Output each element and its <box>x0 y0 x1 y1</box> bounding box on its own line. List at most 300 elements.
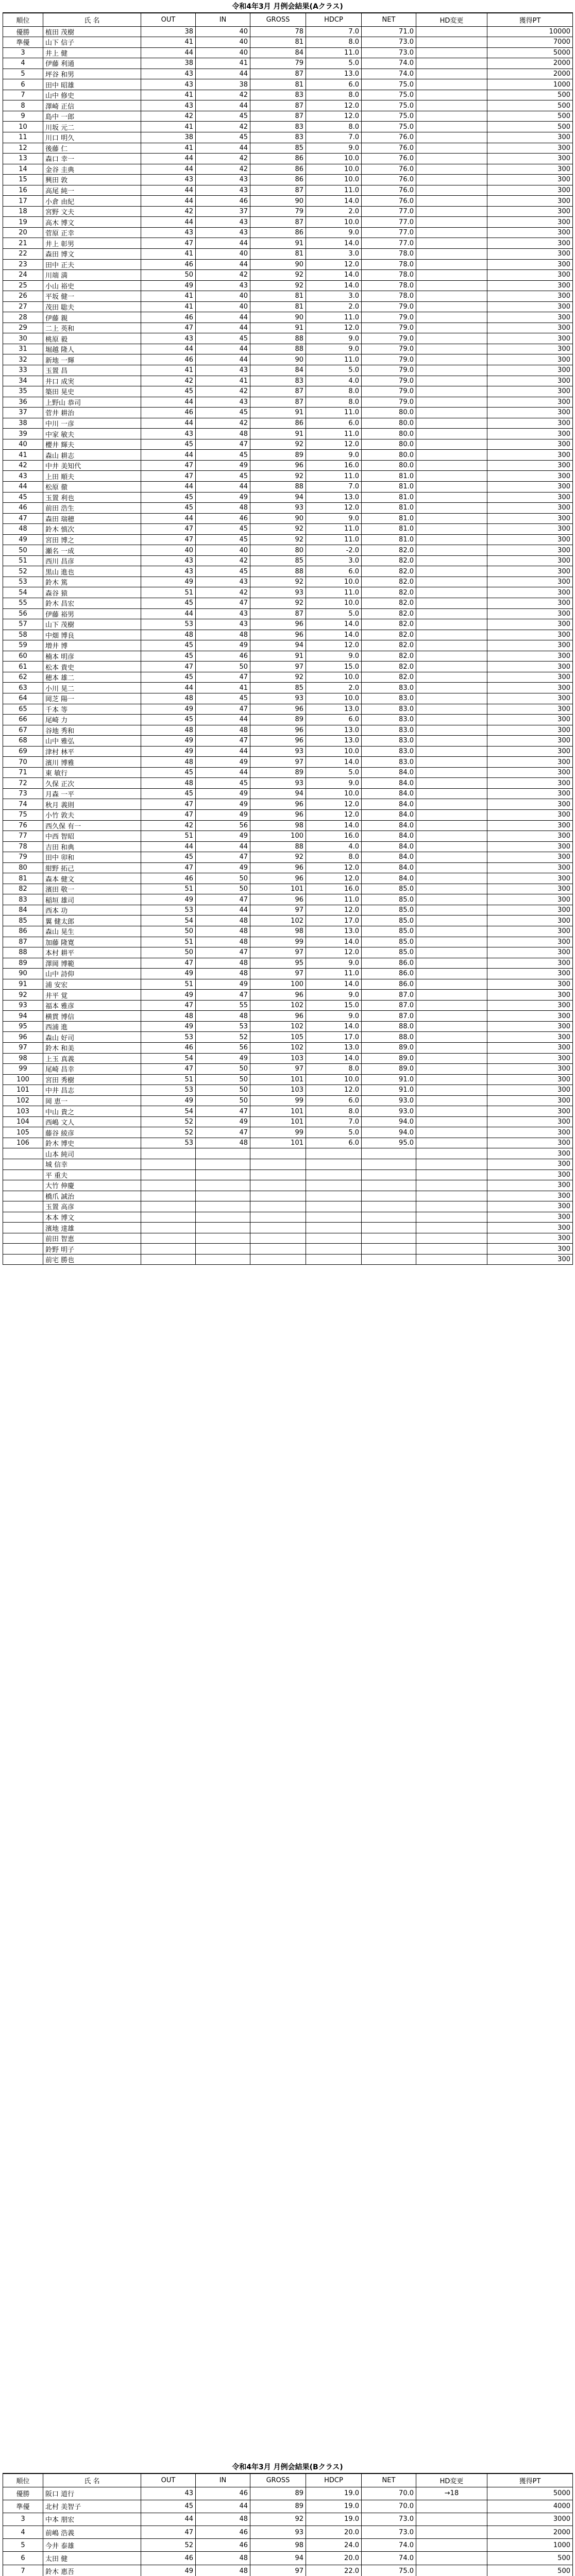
cell-hd-change <box>416 693 487 704</box>
cell-net: 94.0 <box>362 1116 416 1127</box>
cell-out: 49 <box>141 894 196 905</box>
cell-points: 3000 <box>487 2513 573 2526</box>
column-header-in: IN <box>196 2473 250 2487</box>
cell-gross: 94 <box>250 492 306 503</box>
table-row <box>3 2565 573 2576</box>
cell-hd-change <box>416 630 487 640</box>
table-row <box>3 1244 573 1255</box>
cell-hdcp: 8.0 <box>306 386 362 397</box>
cell-net: 76.0 <box>362 175 416 185</box>
cell-hdcp: 14.0 <box>306 619 362 630</box>
cell-rank <box>3 1244 43 1255</box>
cell-net: 81.0 <box>362 503 416 514</box>
cell-gross: 100 <box>250 831 306 842</box>
cell-out: 45 <box>141 715 196 725</box>
cell-net: 84.0 <box>362 820 416 831</box>
cell-hdcp <box>306 1148 362 1159</box>
cell-points: 300 <box>487 482 573 493</box>
cell-net: 80.0 <box>362 408 416 418</box>
table-row <box>3 651 573 662</box>
table-row <box>3 270 573 281</box>
cell-hdcp: 14.0 <box>306 1053 362 1064</box>
cell-in: 47 <box>196 1106 250 1117</box>
cell-hdcp <box>306 1223 362 1233</box>
cell-net <box>362 1254 416 1265</box>
cell-points: 300 <box>487 1106 573 1117</box>
cell-hd-change <box>416 916 487 926</box>
cell-net: 70.0 <box>362 2500 416 2513</box>
cell-gross: 97 <box>250 757 306 768</box>
table-row <box>3 555 573 566</box>
cell-hd-change <box>416 513 487 524</box>
cell-hd-change <box>416 429 487 439</box>
cell-net: 79.0 <box>362 312 416 323</box>
cell-out: 45 <box>141 640 196 651</box>
cell-net: 76.0 <box>362 185 416 196</box>
cell-hd-change <box>416 333 487 344</box>
cell-net: 77.0 <box>362 227 416 238</box>
cell-hdcp: 9.0 <box>306 227 362 238</box>
cell-gross: 85 <box>250 683 306 693</box>
cell-points: 300 <box>487 990 573 1001</box>
cell-in <box>196 1148 250 1159</box>
cell-hdcp: 14.0 <box>306 757 362 768</box>
cell-hdcp <box>306 1191 362 1201</box>
cell-out: 41 <box>141 248 196 259</box>
cell-in: 44 <box>196 482 250 493</box>
cell-net <box>362 1223 416 1233</box>
column-header-hd-change: HD変更 <box>416 2473 487 2487</box>
cell-rank: 19 <box>3 217 43 228</box>
cell-out: 44 <box>141 196 196 207</box>
cell-rank: 17 <box>3 196 43 207</box>
cell-points: 300 <box>487 333 573 344</box>
cell-gross: 86 <box>250 164 306 175</box>
cell-net: 75.0 <box>362 2565 416 2576</box>
cell-hdcp: 4.0 <box>306 841 362 852</box>
cell-hdcp: 5.0 <box>306 365 362 376</box>
cell-points: 300 <box>487 1159 573 1170</box>
cell-rank: 32 <box>3 354 43 365</box>
cell-hd-change <box>416 1212 487 1223</box>
cell-gross: 99 <box>250 937 306 947</box>
cell-hdcp <box>306 1201 362 1212</box>
cell-points: 300 <box>487 969 573 979</box>
cell-gross: 96 <box>250 873 306 884</box>
cell-rank: 61 <box>3 662 43 672</box>
cell-gross: 96 <box>250 862 306 873</box>
cell-rank: 20 <box>3 227 43 238</box>
cell-player-name: 菅井 耕治 <box>43 408 141 418</box>
cell-gross: 92 <box>250 439 306 450</box>
cell-player-name: 坪谷 和男 <box>43 69 141 79</box>
cell-hdcp: 10.0 <box>306 693 362 704</box>
cell-out: 41 <box>141 90 196 100</box>
cell-in <box>196 1233 250 1244</box>
cell-out: 38 <box>141 26 196 37</box>
cell-in: 48 <box>196 2565 250 2576</box>
cell-gross: 86 <box>250 154 306 164</box>
cell-hd-change <box>416 1180 487 1191</box>
cell-net: 79.0 <box>362 376 416 386</box>
cell-hd-change <box>416 185 487 196</box>
cell-rank: 26 <box>3 291 43 302</box>
cell-in: 41 <box>196 376 250 386</box>
cell-gross: 96 <box>250 736 306 747</box>
cell-player-name: 今井 泰雄 <box>43 2539 141 2552</box>
cell-gross <box>250 1191 306 1201</box>
cell-hd-change <box>416 196 487 207</box>
cell-rank: 48 <box>3 524 43 535</box>
cell-net: 84.0 <box>362 809 416 820</box>
cell-hdcp: 10.0 <box>306 154 362 164</box>
table-row <box>3 1011 573 1022</box>
cell-rank <box>3 1180 43 1191</box>
cell-rank: 43 <box>3 471 43 482</box>
table-row <box>3 2539 573 2552</box>
cell-out <box>141 1233 196 1244</box>
cell-net: 84.0 <box>362 788 416 799</box>
cell-net: 85.0 <box>362 894 416 905</box>
cell-gross: 81 <box>250 248 306 259</box>
cell-player-name: 千本 等 <box>43 704 141 715</box>
cell-in: 45 <box>196 333 250 344</box>
cell-hd-change <box>416 958 487 969</box>
cell-hdcp: 11.0 <box>306 312 362 323</box>
cell-gross: 88 <box>250 344 306 354</box>
cell-rank <box>3 1159 43 1170</box>
cell-gross: 92 <box>250 524 306 535</box>
cell-out: 47 <box>141 958 196 969</box>
table-row <box>3 852 573 863</box>
cell-points: 300 <box>487 1043 573 1054</box>
table-row <box>3 841 573 852</box>
table-row <box>3 1043 573 1054</box>
cell-player-name: 鈴木 和美 <box>43 1043 141 1054</box>
cell-hd-change <box>416 651 487 662</box>
cell-net: 76.0 <box>362 143 416 154</box>
cell-in: 50 <box>196 1095 250 1106</box>
cell-net: 83.0 <box>362 693 416 704</box>
cell-hdcp: 7.0 <box>306 482 362 493</box>
cell-out: 52 <box>141 2539 196 2552</box>
cell-gross: 103 <box>250 1053 306 1064</box>
cell-net: 75.0 <box>362 79 416 90</box>
cell-player-name: 鈴野 明子 <box>43 1244 141 1255</box>
cell-points: 500 <box>487 90 573 100</box>
cell-net: 74.0 <box>362 69 416 79</box>
cell-out: 49 <box>141 704 196 715</box>
cell-player-name: 森田 博文 <box>43 248 141 259</box>
cell-player-name: 植田 茂樹 <box>43 26 141 37</box>
cell-net: 79.0 <box>362 354 416 365</box>
cell-in: 48 <box>196 937 250 947</box>
cell-rank: 13 <box>3 154 43 164</box>
cell-net: 80.0 <box>362 418 416 429</box>
cell-out: 45 <box>141 2500 196 2513</box>
cell-rank: 46 <box>3 503 43 514</box>
cell-rank: 93 <box>3 1000 43 1011</box>
cell-hdcp: 13.0 <box>306 926 362 937</box>
table-row <box>3 301 573 312</box>
cell-player-name: 鈴木 昌宏 <box>43 598 141 609</box>
cell-hdcp: 9.0 <box>306 344 362 354</box>
cell-points: 300 <box>487 270 573 281</box>
cell-points: 300 <box>487 1011 573 1022</box>
cell-in: 49 <box>196 862 250 873</box>
cell-in: 48 <box>196 630 250 640</box>
cell-gross: 93 <box>250 503 306 514</box>
cell-hdcp: 13.0 <box>306 492 362 503</box>
cell-out: 43 <box>141 69 196 79</box>
cell-player-name: 桃原 毅 <box>43 333 141 344</box>
cell-net <box>362 1201 416 1212</box>
cell-net: 87.0 <box>362 1000 416 1011</box>
cell-points: 2000 <box>487 58 573 69</box>
cell-rank: 16 <box>3 185 43 196</box>
table-row <box>3 598 573 609</box>
cell-in <box>196 1254 250 1265</box>
cell-hdcp: 19.0 <box>306 2500 362 2513</box>
section-title: 令和4年3月 月例会結果(Aクラス) <box>232 3 343 11</box>
cell-hd-change <box>416 450 487 461</box>
cell-gross: 87 <box>250 217 306 228</box>
cell-net: 73.0 <box>362 2513 416 2526</box>
table-row <box>3 100 573 111</box>
cell-points: 300 <box>487 566 573 577</box>
cell-points: 300 <box>487 725 573 736</box>
cell-out: 51 <box>141 937 196 947</box>
cell-in: 47 <box>196 598 250 609</box>
cell-rank: 42 <box>3 460 43 471</box>
cell-points: 300 <box>487 640 573 651</box>
cell-points: 300 <box>487 1085 573 1096</box>
table-row <box>3 1170 573 1180</box>
cell-rank: 79 <box>3 852 43 863</box>
cell-hd-change <box>416 312 487 323</box>
cell-points: 300 <box>487 460 573 471</box>
table-row <box>3 1233 573 1244</box>
cell-out <box>141 1191 196 1201</box>
cell-out: 44 <box>141 608 196 619</box>
cell-points: 300 <box>487 862 573 873</box>
cell-gross: 96 <box>250 990 306 1001</box>
cell-hdcp: 10.0 <box>306 746 362 757</box>
cell-in: 44 <box>196 715 250 725</box>
cell-points: 300 <box>487 630 573 640</box>
cell-in: 50 <box>196 873 250 884</box>
cell-in: 48 <box>196 429 250 439</box>
cell-gross <box>250 1159 306 1170</box>
cell-in: 44 <box>196 312 250 323</box>
cell-in: 46 <box>196 196 250 207</box>
cell-out: 47 <box>141 799 196 810</box>
cell-hdcp: 19.0 <box>306 2513 362 2526</box>
cell-hdcp: 8.0 <box>306 90 362 100</box>
cell-hd-change <box>416 2526 487 2539</box>
cell-points: 300 <box>487 1127 573 1138</box>
cell-hdcp: 15.0 <box>306 1000 362 1011</box>
table-row <box>3 132 573 143</box>
cell-out: 45 <box>141 439 196 450</box>
cell-net: 88.0 <box>362 1021 416 1032</box>
cell-in: 44 <box>196 69 250 79</box>
cell-player-name: 浦 安宏 <box>43 979 141 990</box>
cell-hd-change <box>416 725 487 736</box>
cell-points: 300 <box>487 1244 573 1255</box>
cell-rank: 52 <box>3 566 43 577</box>
cell-gross: 96 <box>250 704 306 715</box>
cell-in: 44 <box>196 238 250 249</box>
cell-out: 40 <box>141 545 196 556</box>
cell-points: 300 <box>487 873 573 884</box>
cell-rank: 83 <box>3 894 43 905</box>
cell-player-name: 前田 浩生 <box>43 503 141 514</box>
cell-rank: 100 <box>3 1074 43 1085</box>
cell-hd-change <box>416 1127 487 1138</box>
cell-player-name: 金谷 圭典 <box>43 164 141 175</box>
cell-points: 300 <box>487 1180 573 1191</box>
cell-points: 300 <box>487 693 573 704</box>
cell-hdcp: 7.0 <box>306 132 362 143</box>
cell-points: 300 <box>487 397 573 408</box>
cell-hd-change <box>416 132 487 143</box>
cell-hd-change <box>416 1043 487 1054</box>
cell-hd-change <box>416 503 487 514</box>
column-header-in: IN <box>196 13 250 26</box>
cell-player-name: 濱川 博雅 <box>43 757 141 768</box>
cell-net: 78.0 <box>362 248 416 259</box>
cell-gross: 89 <box>250 2487 306 2500</box>
cell-hdcp: 10.0 <box>306 598 362 609</box>
cell-in: 47 <box>196 439 250 450</box>
cell-in: 53 <box>196 1021 250 1032</box>
cell-in: 47 <box>196 672 250 683</box>
cell-points: 300 <box>487 248 573 259</box>
table-row <box>3 1212 573 1223</box>
cell-points: 300 <box>487 587 573 598</box>
cell-hd-change <box>416 2500 487 2513</box>
cell-out: 54 <box>141 1053 196 1064</box>
cell-in: 44 <box>196 143 250 154</box>
cell-gross: 96 <box>250 619 306 630</box>
cell-rank: 4 <box>3 58 43 69</box>
cell-rank: 73 <box>3 788 43 799</box>
cell-hd-change <box>416 937 487 947</box>
cell-hd-change <box>416 947 487 958</box>
cell-gross: 87 <box>250 386 306 397</box>
cell-player-name: 山中 詩仰 <box>43 969 141 979</box>
cell-in: 41 <box>196 58 250 69</box>
cell-hd-change <box>416 248 487 259</box>
cell-hdcp: 7.0 <box>306 26 362 37</box>
cell-in: 37 <box>196 206 250 217</box>
cell-hd-change <box>416 354 487 365</box>
cell-rank: 86 <box>3 926 43 937</box>
cell-in: 44 <box>196 905 250 916</box>
cell-rank: 56 <box>3 608 43 619</box>
table-row <box>3 376 573 386</box>
cell-player-name: 楠本 明彦 <box>43 651 141 662</box>
cell-out: 41 <box>141 143 196 154</box>
cell-rank: 50 <box>3 545 43 556</box>
cell-player-name: 中川 一彦 <box>43 418 141 429</box>
table-row <box>3 788 573 799</box>
cell-rank: 58 <box>3 630 43 640</box>
cell-hdcp: 13.0 <box>306 69 362 79</box>
table-row <box>3 429 573 439</box>
cell-points: 300 <box>487 905 573 916</box>
cell-out: 49 <box>141 1095 196 1106</box>
cell-hd-change <box>416 831 487 842</box>
cell-hdcp: 3.0 <box>306 555 362 566</box>
cell-gross: 93 <box>250 778 306 789</box>
cell-net <box>362 1159 416 1170</box>
section-title: 令和4年3月 月例会結果(Bクラス) <box>232 2463 343 2471</box>
cell-hd-change <box>416 26 487 37</box>
cell-hdcp: 15.0 <box>306 662 362 672</box>
cell-out: 44 <box>141 418 196 429</box>
cell-points: 300 <box>487 143 573 154</box>
cell-hd-change <box>416 47 487 58</box>
table-row <box>3 1180 573 1191</box>
cell-rank: 82 <box>3 884 43 894</box>
cell-points: 500 <box>487 2552 573 2565</box>
cell-hdcp: 12.0 <box>306 100 362 111</box>
cell-in: 38 <box>196 79 250 90</box>
cell-hd-change <box>416 386 487 397</box>
cell-in <box>196 1244 250 1255</box>
cell-hd-change <box>416 280 487 291</box>
cell-rank: 11 <box>3 132 43 143</box>
cell-net: 76.0 <box>362 164 416 175</box>
cell-out: 43 <box>141 79 196 90</box>
cell-player-name: 前嶋 浩義 <box>43 2526 141 2539</box>
cell-player-name: 二上 英和 <box>43 323 141 333</box>
cell-in: 45 <box>196 566 250 577</box>
cell-hdcp: 14.0 <box>306 937 362 947</box>
cell-gross: 97 <box>250 905 306 916</box>
table-row <box>3 206 573 217</box>
cell-out: 43 <box>141 227 196 238</box>
cell-hdcp: 17.0 <box>306 916 362 926</box>
cell-player-name: 平坂 健一 <box>43 291 141 302</box>
cell-hdcp: 13.0 <box>306 725 362 736</box>
cell-gross: 83 <box>250 90 306 100</box>
cell-out: 47 <box>141 1064 196 1075</box>
cell-rank: 37 <box>3 408 43 418</box>
cell-player-name: 尾崎 力 <box>43 715 141 725</box>
cell-points: 300 <box>487 1032 573 1043</box>
table-row <box>3 1223 573 1233</box>
cell-gross: 91 <box>250 429 306 439</box>
cell-hdcp: 6.0 <box>306 1095 362 1106</box>
cell-gross: 86 <box>250 418 306 429</box>
cell-in: 43 <box>196 608 250 619</box>
cell-player-name: 福本 雅彦 <box>43 1000 141 1011</box>
cell-out: 44 <box>141 154 196 164</box>
cell-out: 44 <box>141 397 196 408</box>
cell-hdcp: 8.0 <box>306 1106 362 1117</box>
cell-in: 42 <box>196 122 250 132</box>
cell-points: 300 <box>487 788 573 799</box>
cell-net: 84.0 <box>362 841 416 852</box>
column-header-hdcp: HDCP <box>306 2473 362 2487</box>
cell-out: 41 <box>141 122 196 132</box>
cell-net: 85.0 <box>362 916 416 926</box>
cell-gross: 96 <box>250 894 306 905</box>
column-header-hd-change: HD変更 <box>416 13 487 26</box>
